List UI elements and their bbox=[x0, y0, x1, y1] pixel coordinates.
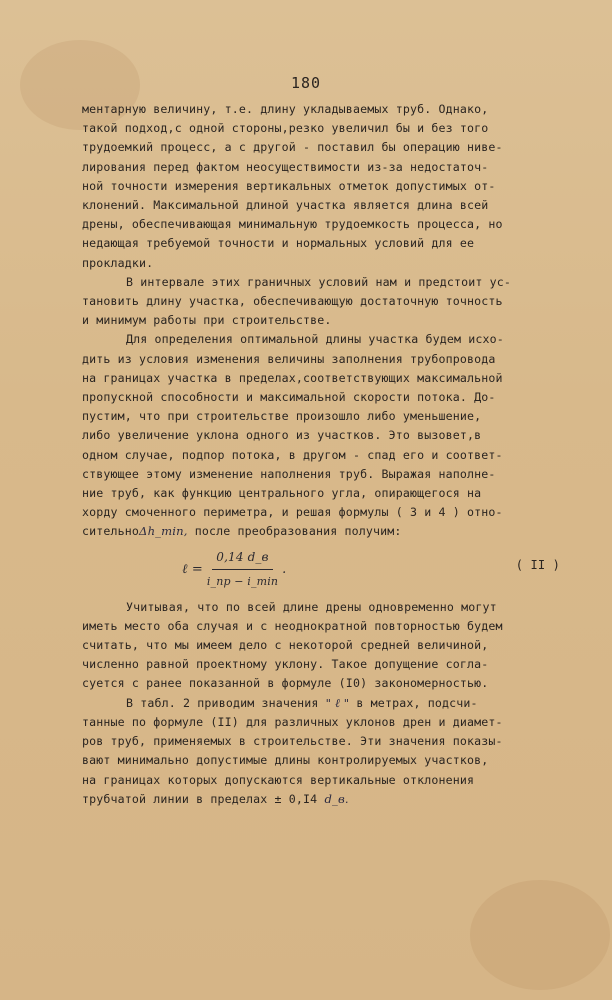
formula-numerator: 0,14 d_в bbox=[212, 548, 272, 570]
formula-tail: . bbox=[282, 561, 287, 577]
text-line: ствующее этому изменение наполнения труб. Выражая наполне- bbox=[82, 466, 496, 481]
paragraph-5 bbox=[82, 694, 564, 809]
text-line: прокладки. bbox=[82, 255, 154, 270]
handwritten-d-v: d_в. bbox=[324, 791, 349, 806]
text-line: дрены, обеспечивающая минимальную трудоемкость процесса, но bbox=[82, 217, 503, 232]
text-line: ние труб, как функцию центрального угла, опирающегося на bbox=[82, 486, 482, 501]
text-line bbox=[82, 790, 564, 809]
text-line: либо увеличение уклона одного из участков. Это вызовет,в bbox=[82, 428, 482, 443]
paragraph-2 bbox=[82, 273, 564, 331]
formula-ii bbox=[182, 548, 286, 591]
text-line: на границах которых допускаются вертикальные отклонения bbox=[82, 772, 475, 787]
text-line: дить из условия изменения величины заполнения трубопровода bbox=[82, 351, 496, 366]
text-line: Учитывая, что по всей длине дрены одновременно могут bbox=[126, 599, 497, 614]
text-fragment: В табл. 2 приводим значения bbox=[126, 695, 319, 710]
text-line: ментарную величину, т.е. длину укладываемых труб. Однако, bbox=[82, 102, 489, 116]
text-line: ров труб, применяемых в строительстве. Эти значения показы- bbox=[82, 734, 503, 749]
text-line: и минимум работы при строительстве. bbox=[82, 313, 332, 328]
formula-fraction bbox=[207, 548, 278, 591]
paragraph-3 bbox=[82, 330, 564, 541]
body-text bbox=[82, 100, 564, 809]
quoted-l-symbol: " ℓ " bbox=[325, 695, 350, 710]
text-line: пустим, что при строительстве произошло либо уменьшение, bbox=[82, 409, 482, 424]
text-line: численно равной проектному уклону. Такое допущение согла- bbox=[82, 657, 489, 672]
text-fragment: в метрах, подсчи- bbox=[356, 695, 478, 710]
text-line bbox=[82, 522, 564, 541]
text-line: Для определения оптимальной длины участка будем исхо- bbox=[126, 332, 504, 347]
text-fragment: трубчатой линии в пределах bbox=[82, 791, 268, 806]
formula-denominator: i_пр − i_min bbox=[206, 574, 279, 588]
text-line bbox=[82, 694, 564, 713]
text-line: такой подход,с одной стороны,резко увеличил бы и без того bbox=[82, 121, 489, 136]
text-line: считать, что мы имеем дело с некоторой средней величиной, bbox=[82, 638, 489, 653]
text-line: танные по формуле (II) для различных уклонов дрен и диамет- bbox=[82, 714, 503, 729]
text-line: на границах участка в пределах,соответствующих максимальной bbox=[82, 370, 503, 385]
handwritten-delta-h-min: Δh_min, bbox=[139, 524, 188, 539]
text-fragment: сительно bbox=[82, 524, 140, 539]
paragraph-4 bbox=[82, 598, 564, 694]
text-fragment: после преобразования получим: bbox=[194, 524, 402, 539]
text-fragment: ± 0,I4 bbox=[274, 791, 318, 806]
text-line: трудоемкий процесс, а с другой - поставил бы операцию нивe- bbox=[82, 140, 503, 155]
formula-lhs: ℓ = bbox=[182, 561, 203, 577]
text-line: хорду смоченного периметра, и решая формулы ( 3 и 4 ) отно- bbox=[82, 505, 503, 520]
text-line: недающая требуемой точности и нормальных условий для ее bbox=[82, 236, 475, 251]
text-line: клонений. Максимальной длиной участка является длина всей bbox=[82, 198, 489, 213]
text-line: одном случае, подпор потока, в другом - спад его и соответ- bbox=[82, 447, 503, 462]
text-line: тановить длину участка, обеспечивающую достаточную точность bbox=[82, 294, 503, 309]
text-line: пропускной способности и максимальной скорости потока. До- bbox=[82, 390, 496, 405]
equation-number: ( II ) bbox=[515, 557, 560, 572]
text-line: иметь место оба случая и с неоднократной повторностью будем bbox=[82, 618, 503, 633]
paragraph-1 bbox=[82, 100, 564, 273]
text-line: ной точности измерения вертикальных отметок допустимых от- bbox=[82, 178, 496, 193]
formula-block bbox=[82, 546, 564, 592]
text-line: лирования перед фактом неосуществимости из-за недостаточ- bbox=[82, 159, 489, 174]
text-line: В интервале этих граничных условий нам и предстоит ус- bbox=[126, 274, 512, 289]
page-number: 180 bbox=[290, 74, 322, 92]
text-line: суется с ранее показанной в формуле (I0) закономерностью. bbox=[82, 676, 489, 691]
text-line: вают минимально допустимые длины контролируемых участков, bbox=[82, 753, 489, 768]
